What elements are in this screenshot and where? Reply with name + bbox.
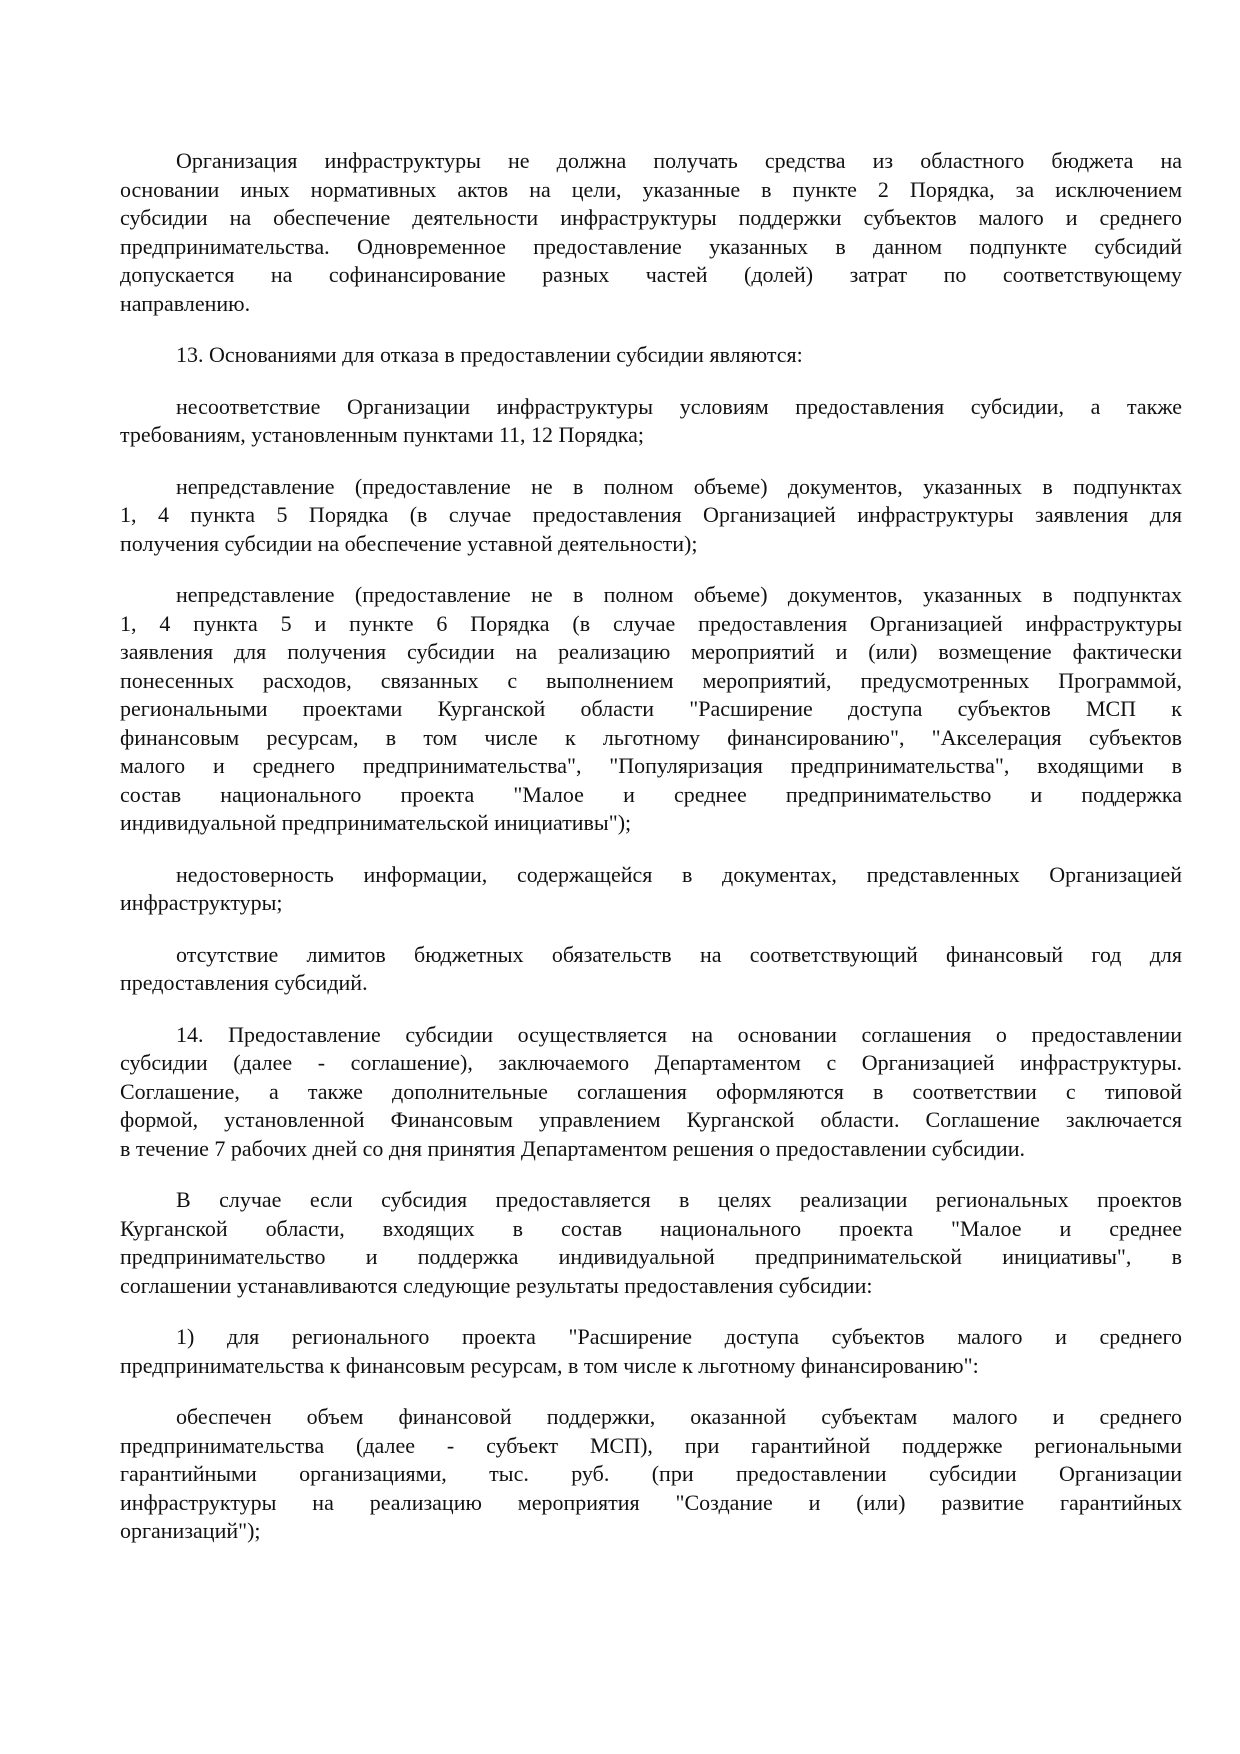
text-line: субсидии (далее - соглашение), заключаемого Департаментом с Организацией инфраструктуры.	[120, 1050, 1182, 1075]
text-line: 1, 4 пункта 5 и пункте 6 Порядка (в случае предоставления Организацией инфраструктуры	[120, 610, 1182, 636]
text-line: предпринимательства к финансовым ресурсам, в том числе к льготному финансированию":	[120, 1352, 979, 1378]
text-line: индивидуальной предпринимательской инициативы");	[120, 810, 632, 835]
text-line: 1, 4 пункта 5 Порядка (в случае предоставления Организацией инфраструктуры заявления для	[120, 502, 1182, 527]
text-line: Соглашение, а также дополнительные соглашения оформляются в соответствии с типовой	[120, 1078, 1182, 1104]
text-line: 14. Предоставление субсидии осуществляется на основании соглашения о предоставлении	[176, 1021, 1182, 1047]
text-line: гарантийными организациями, тыс. руб. (при предоставлении субсидии Организации	[120, 1461, 1182, 1486]
document-body	[120, 147, 1182, 1569]
text-line: субсидии на обеспечение деятельности инфраструктуры поддержки субъектов малого и среднего	[120, 205, 1182, 230]
text-line: малого и среднего предпринимательства", "Популяризация предпринимательства", входящими в	[120, 753, 1182, 778]
text-line: недостоверность информации, содержащейся в документах, представленных Организацией	[176, 861, 1182, 887]
text-line: Организация инфраструктуры не должна получать средства из областного бюджета на	[176, 148, 1182, 173]
paragraph	[120, 581, 1182, 838]
paragraph	[120, 1323, 1182, 1380]
paragraph	[120, 1021, 1182, 1164]
paragraph	[120, 941, 1182, 998]
text-line: предпринимательства. Одновременное предоставление указанных в данном подпункте субсидий	[120, 233, 1182, 259]
text-line: отсутствие лимитов бюджетных обязательств на соответствующий финансовый год для	[176, 941, 1182, 967]
text-line: соглашении устанавливаются следующие результаты предоставления субсидии:	[120, 1272, 873, 1298]
text-line: Курганской области, входящих в состав национального проекта "Малое и среднее	[120, 1215, 1182, 1241]
text-line: инфраструктуры на реализацию мероприятия "Создание и (или) развитие гарантийных	[120, 1489, 1182, 1515]
text-line: организаций");	[120, 1518, 261, 1543]
text-line: В случае если субсидия предоставляется в целях реализации региональных проектов	[176, 1187, 1182, 1212]
paragraph	[120, 861, 1182, 918]
text-line: получения субсидии на обеспечение уставной деятельности);	[120, 530, 698, 556]
text-line: состав национального проекта "Малое и среднее предпринимательство и поддержка	[120, 781, 1182, 807]
text-line: инфраструктуры;	[120, 890, 283, 915]
text-line: формой, установленной Финансовым управлением Курганской области. Соглашение заключается	[120, 1107, 1182, 1132]
text-line: региональными проектами Курганской области "Расширение доступа субъектов МСП к	[120, 696, 1182, 721]
text-line: предоставления субсидий.	[120, 970, 368, 995]
text-line: в течение 7 рабочих дней со дня принятия Департаментом решения о предоставлении субсидии.	[120, 1135, 1025, 1161]
paragraph	[120, 341, 1182, 370]
text-line: понесенных расходов, связанных с выполнением мероприятий, предусмотренных Программой,	[120, 667, 1182, 693]
paragraph	[120, 1186, 1182, 1300]
text-line: непредставление (предоставление не в полном объеме) документов, указанных в подпунктах	[176, 582, 1182, 607]
paragraph	[120, 1403, 1182, 1546]
paragraph	[120, 147, 1182, 318]
text-line: непредставление (предоставление не в полном объеме) документов, указанных в подпунктах	[176, 473, 1182, 499]
text-line: требованиям, установленным пунктами 11, 12 Порядка;	[120, 422, 644, 447]
text-line: 13. Основаниями для отказа в предоставлении субсидии являются:	[176, 342, 803, 367]
text-line: предпринимательства (далее - субъект МСП), при гарантийной поддержке региональными	[120, 1432, 1182, 1458]
paragraph	[120, 473, 1182, 559]
paragraph	[120, 393, 1182, 450]
text-line: основании иных нормативных актов на цели, указанные в пункте 2 Порядка, за исключением	[120, 176, 1182, 202]
text-line: заявления для получения субсидии на реализацию мероприятий и (или) возмещение фактически	[120, 639, 1182, 664]
text-line: предпринимательство и поддержка индивидуальной предпринимательской инициативы", в	[120, 1244, 1182, 1269]
text-line: 1) для регионального проекта "Расширение доступа субъектов малого и среднего	[176, 1324, 1182, 1349]
text-line: обеспечен объем финансовой поддержки, оказанной субъектам малого и среднего	[176, 1404, 1182, 1429]
text-line: допускается на софинансирование разных частей (долей) затрат по соответствующему	[120, 262, 1182, 287]
text-line: несоответствие Организации инфраструктуры условиям предоставления субсидии, а также	[176, 393, 1182, 419]
text-line: финансовым ресурсам, в том числе к льготному финансированию", "Акселерация субъектов	[120, 724, 1182, 750]
text-line: направлению.	[120, 290, 251, 316]
